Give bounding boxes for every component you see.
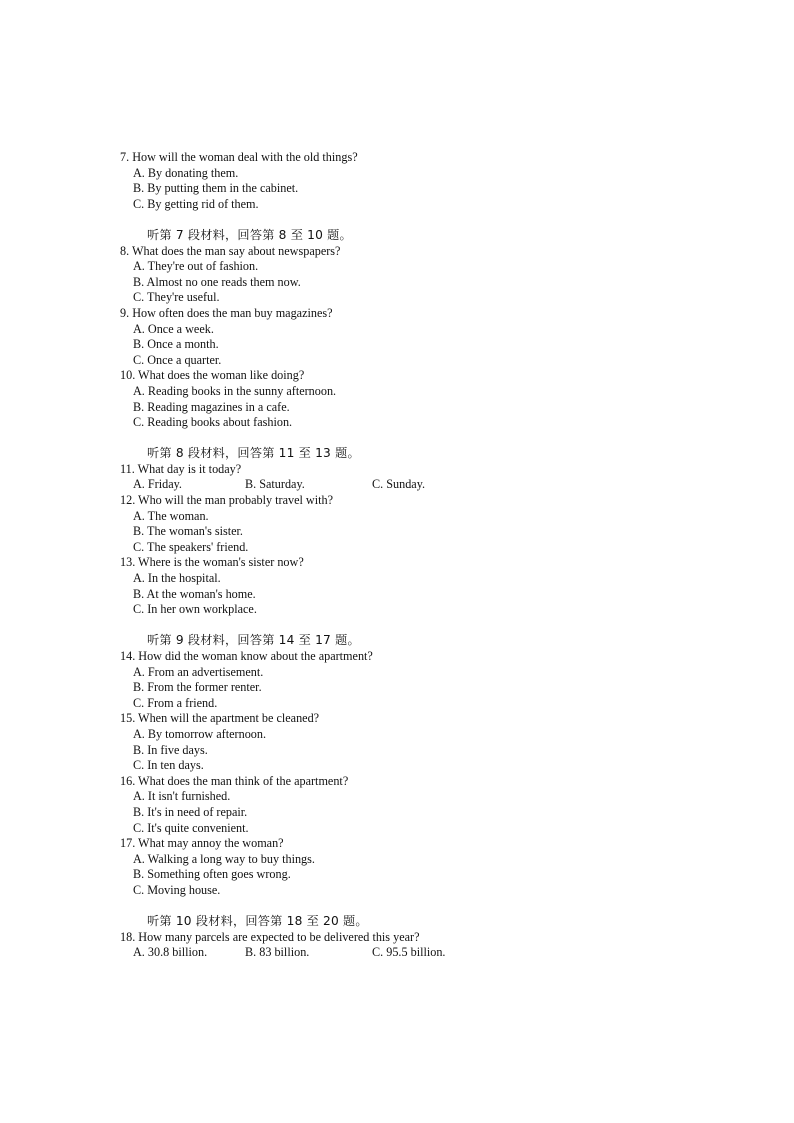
question-stem: 15. When will the apartment be cleaned? [120,711,320,726]
answer-option: A. Walking a long way to buy things. [133,851,315,866]
answer-option: A. By tomorrow afternoon. [133,726,267,741]
section-heading: 听第 10 段材料，回答第 18 至 20 题。 [147,914,368,929]
answer-option: B. It's in need of repair. [133,804,248,819]
answer-option: B. Something often goes wrong. [133,867,291,882]
answer-option: A. 30.8 billion. [133,945,208,960]
section-heading: 听第 9 段材料，回答第 14 至 17 题。 [147,633,360,648]
question-stem: 7. How will the woman deal with the old things? [120,150,358,164]
answer-option: B. Once a month. [133,337,219,352]
answer-option: C. By getting rid of them. [133,196,259,211]
exam-page [120,150,680,961]
answer-option: B. Saturday. [245,477,305,492]
answer-option: C. 95.5 billion. [372,945,446,960]
answer-option: A. It isn't furnished. [133,789,231,804]
answer-option: B. 83 billion. [245,945,310,960]
question-stem: 9. How often does the man buy magazines? [120,305,333,320]
question-stem: 12. Who will the man probably travel with? [120,493,334,508]
answer-option: A. The woman. [133,508,209,523]
answer-option: B. From the former renter. [133,680,262,695]
answer-option: A. In the hospital. [133,571,221,586]
answer-option: B. In five days. [133,742,208,757]
answer-option: A. Reading books in the sunny afternoon. [133,383,337,398]
question-stem: 14. How did the woman know about the apartment? [120,649,373,663]
answer-option: B. At the woman's home. [133,586,256,601]
answer-option: C. From a friend. [133,695,218,710]
answer-option: C. Sunday. [372,477,426,492]
answer-option: C. Reading books about fashion. [133,415,293,430]
answer-option: A. Friday. [133,477,182,492]
answer-option: C. They're useful. [133,290,220,305]
answer-option: C. It's quite convenient. [133,820,249,835]
options-row [120,945,680,961]
answer-option: A. From an advertisement. [133,664,264,679]
question-stem: 8. What does the man say about newspapers? [120,243,341,258]
answer-option: B. Reading magazines in a cafe. [133,399,290,414]
section-heading: 听第 7 段材料，回答第 8 至 10 题。 [147,227,352,242]
section-heading: 听第 8 段材料，回答第 11 至 13 题。 [147,446,360,461]
question-stem: 10. What does the woman like doing? [120,368,305,383]
answer-option: A. Once a week. [133,321,214,336]
question-stem: 16. What does the man think of the apartment? [120,773,349,788]
answer-option: C. In her own workplace. [133,602,257,617]
answer-option: B. The woman's sister. [133,524,243,539]
answer-option: C. The speakers' friend. [133,539,249,554]
answer-option: C. Once a quarter. [133,352,222,367]
question-stem: 11. What day is it today? [120,461,242,476]
question-stem: 13. Where is the woman's sister now? [120,555,304,570]
answer-option: A. By donating them. [133,165,239,180]
answer-option: C. In ten days. [133,758,204,773]
question-stem: 18. How many parcels are expected to be delivered this year? [120,929,420,944]
answer-option: B. Almost no one reads them now. [133,274,301,289]
answer-option: C. Moving house. [133,882,221,897]
question-stem: 17. What may annoy the woman? [120,836,284,851]
answer-option: A. They're out of fashion. [133,259,259,274]
answer-option: B. By putting them in the cabinet. [133,181,299,196]
options-row [120,477,680,493]
